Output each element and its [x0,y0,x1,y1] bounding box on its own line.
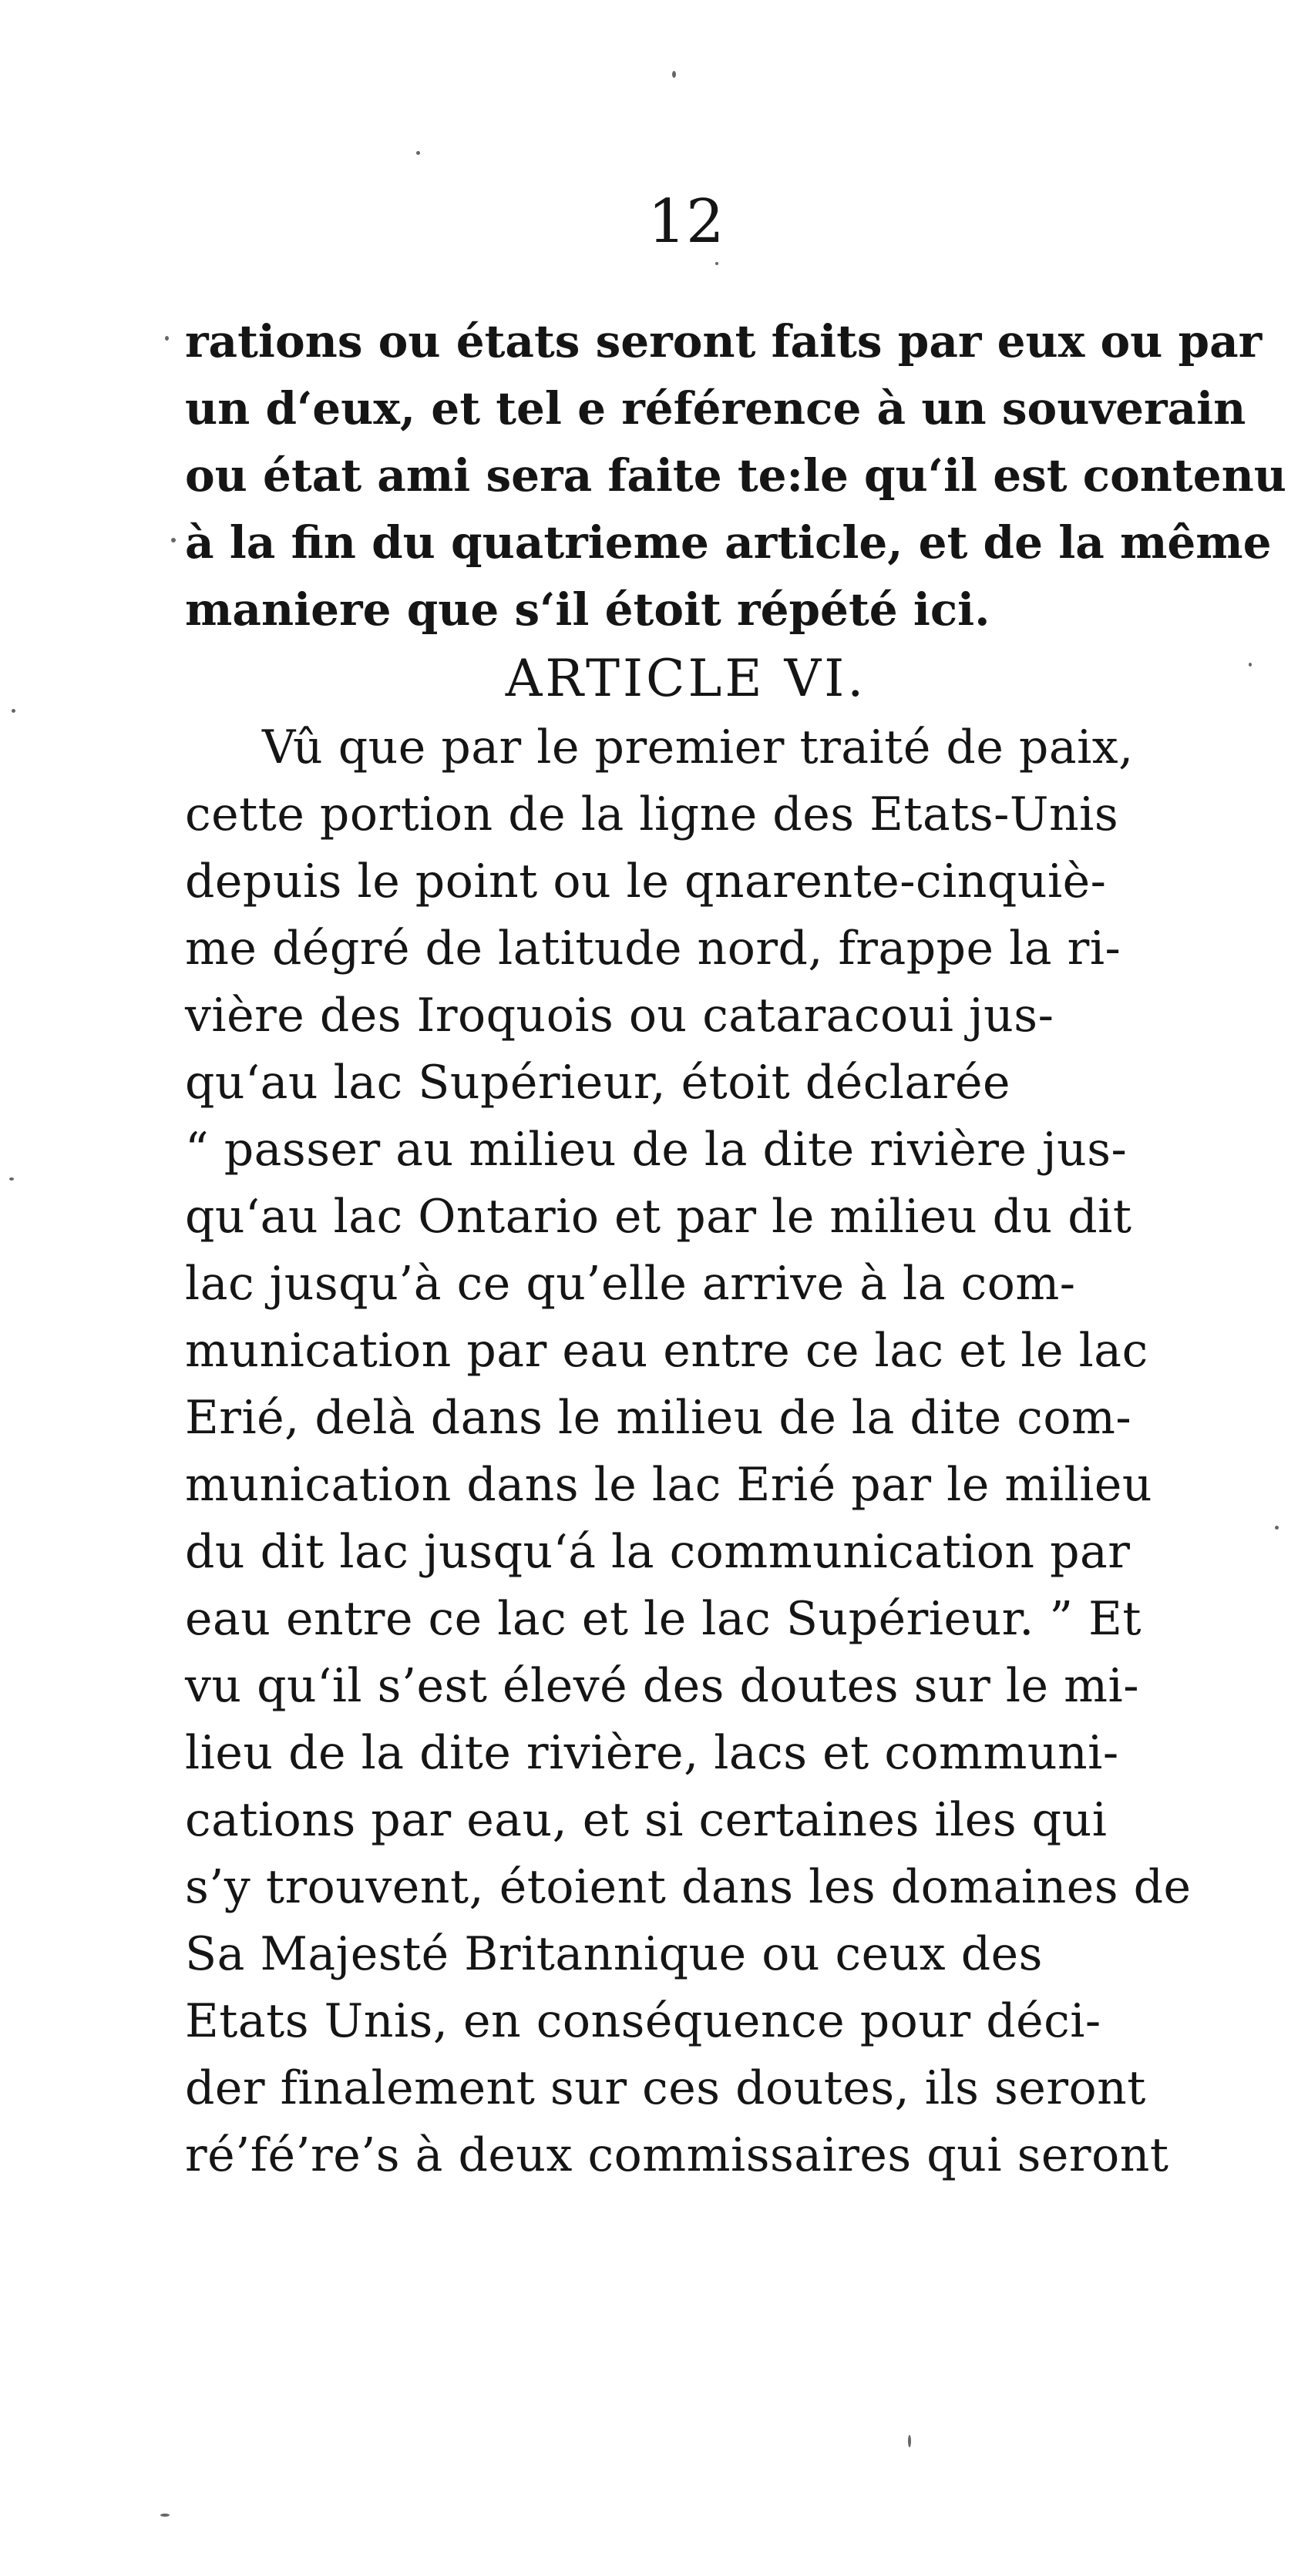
text-line: à la fin du quatrieme article, et de la même [185,516,1272,569]
text-line: munication dans le lac Erié par le milieu [185,1458,1153,1512]
text-line: Sa Majesté Britannique ou ceux des [185,1927,1043,1981]
text-line: vu qu‘il s’est élevé des doutes sur le mi- [185,1659,1139,1713]
text-line: Erié, delà dans le milieu de la dite com- [185,1391,1132,1445]
text-line: cette portion de la ligne des Etats-Unis [185,788,1119,841]
text-line: ou état ami sera faite te:le qu‘il est contenu [185,449,1286,502]
body-text [185,308,1286,2189]
text-line: rations ou états seront faits par eux ou par [185,315,1263,368]
text-line: ré’fé’re’s à deux commissaires qui seront [185,2128,1169,2182]
text-line: qu‘au lac Supérieur, étoit déclarée [185,1056,1010,1110]
text-line: me dégré de latitude nord, frappe la ri- [185,922,1121,976]
text-line: du dit lac jusqu‘á la communication par [185,1525,1131,1579]
text-line: der finalement sur ces doutes, ils seront [185,2061,1146,2115]
page-number: 12 [647,187,725,257]
text-line: lieu de la dite rivière, lacs et communi- [185,1726,1119,1780]
text-line: “ passer au milieu de la dite rivière jus- [185,1123,1128,1177]
text-line: munication par eau entre ce lac et le lac [185,1324,1148,1378]
text-line: s’y trouvent, étoient dans les domaines de [185,1860,1192,1914]
text-line: Vû que par le premier traité de paix, [262,720,1134,774]
article-heading: ARTICLE VI. [505,649,867,708]
text-line: vière des Iroquois ou cataracoui jus- [185,989,1054,1043]
text-line: maniere que s‘il étoit répété ici. [185,583,990,636]
text-line: cations par eau, et si certaines iles qui [185,1793,1108,1847]
text-line: Etats Unis, en conséquence pour déci- [185,1994,1101,2048]
text-line: lac jusqu’à ce qu’elle arrive à la com- [185,1257,1076,1311]
text-line: un d‘eux, et tel e référence à un souverain [185,382,1246,435]
text-line: eau entre ce lac et le lac Supérieur. ” Et [185,1592,1142,1646]
text-line: depuis le point ou le qnarente-cinquiè- [185,855,1107,908]
text-line: qu‘au lac Ontario et par le milieu du dit [185,1190,1132,1244]
